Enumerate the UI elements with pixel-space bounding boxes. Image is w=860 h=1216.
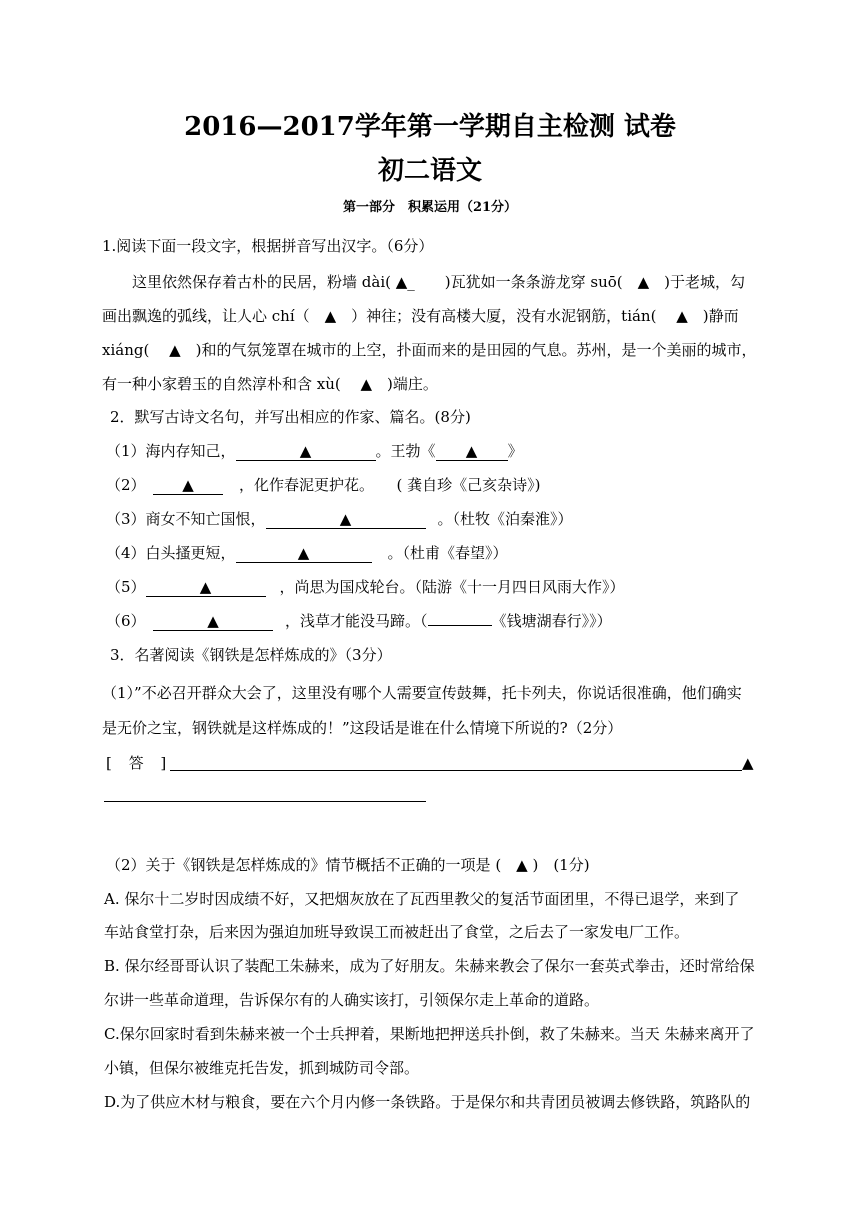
answer-blank[interactable]: ▲ (146, 578, 266, 597)
answer-blank[interactable]: ▲ (153, 612, 273, 631)
answer-blank[interactable] (428, 625, 492, 626)
exam-title: 2016—2017学年第一学期自主检测 试卷 (184, 112, 676, 142)
option-c-line-1: C.保尔回家时看到朱赫来被一个士兵押着，果断地把押送兵扑倒，救了朱赫来。当天 朱赫来离开了 (104, 1025, 755, 1043)
answer-label: [ 答 ] (106, 754, 173, 772)
option-d-line-1: D.为了供应木材与粮食，要在六个月内修一条铁路。于是保尔和共青团员被调去修铁路，筑路队的 (104, 1093, 751, 1111)
answer-blank[interactable]: ▲ (436, 442, 508, 461)
q3-sub1-line-2: 是无价之宝，钢铁就是这样炼成的！”这段话是谁在什么情境下所说的?（2分） (102, 719, 623, 737)
answer-line-2[interactable] (104, 801, 426, 802)
option-a-line-1: A. 保尔十二岁时因成绩不好，又把烟灰放在了瓦西里教父的复活节面团里，不得已退学，来到了 (104, 890, 740, 908)
section-heading: 第一部分 积累运用（21分） (342, 200, 518, 215)
q2-item-6: （6） ▲ ，浅草才能没马蹄。（ 《钱塘湖春行》》） (106, 612, 612, 630)
q1-line-2: 画出飘逸的弧线，让人心 chí（ ▲ ）神往；没有高楼大厦，没有水泥钢筋，tián( ▲ )静而 (102, 307, 739, 325)
answer-blank[interactable]: ▲ (236, 442, 376, 461)
answer-line[interactable] (170, 770, 742, 771)
option-b-line-1: B. 保尔经哥哥认识了装配工朱赫来，成为了好朋友。朱赫来教会了保尔一套英式拳击，还时常给保 (104, 957, 755, 975)
q3-sub1-line-1: （1）”不必召开群众大会了，这里没有哪个人需要宣传鼓舞，托卡列夫，你说话很准确，他们确实 (102, 684, 742, 702)
q1-line-4: 有一种小家碧玉的自然淳朴和含 xù( ▲ )端庄。 (102, 375, 438, 393)
answer-blank[interactable]: ▲ (153, 476, 223, 495)
q3-sub2: （2）关于《钢铁是怎样炼成的》情节概括不正确的一项是 ( ▲ ) (1分) (106, 856, 590, 874)
q1-line-3: xiáng( ▲ )和的气氛笼罩在城市的上空，扑面而来的是田园的气息。苏州，是一个美丽的城市， (102, 341, 757, 359)
answer-mark: ▲ (742, 754, 754, 772)
q3-stem: 3．名著阅读《钢铁是怎样炼成的》（3分） (110, 646, 392, 664)
q2-item-3: （3）商女不知亡国恨， ▲ 。（杜牧《泊秦淮》） (106, 510, 573, 528)
q2-item-2: （2） ▲ ，化作春泥更护花。 ( 龚自珍《己亥杂诗》) (106, 476, 541, 494)
exam-subject: 初二语文 (377, 156, 482, 186)
option-b-line-2: 尔讲一些革命道理，告诉保尔有的人确实该打，引领保尔走上革命的道路。 (104, 991, 600, 1009)
option-a-line-2: 车站食堂打杂，后来因为强迫加班导致误工而被赶出了食堂，之后去了一家发电厂工作。 (104, 923, 690, 941)
q2-item-1: （1）海内存知己， ▲ 。王勃《 ▲ 》 (106, 442, 523, 460)
answer-blank[interactable]: ▲ (266, 510, 426, 529)
q1-stem: 1.阅读下面一段文字，根据拼音写出汉字。（6分） (102, 237, 434, 255)
q2-stem: 2．默写古诗文名句，并写出相应的作家、篇名。(8分) (110, 408, 471, 426)
q2-item-5: （5） ▲ ，尚思为国戍轮台。（陆游《十一月四日风雨大作》） (106, 578, 625, 596)
answer-blank[interactable]: ▲ (236, 544, 372, 563)
q1-line-1: 这里依然保存着古朴的民居，粉墙 dài( ▲_ )瓦犹如一条条游龙穿 suō( ▲ )于老城，勾 (102, 273, 746, 291)
q2-item-4: （4）白头搔更短， ▲ 。（杜甫《春望》） (106, 544, 508, 562)
option-c-line-2: 小镇，但保尔被维克托告发，抓到城防司令部。 (104, 1059, 420, 1077)
